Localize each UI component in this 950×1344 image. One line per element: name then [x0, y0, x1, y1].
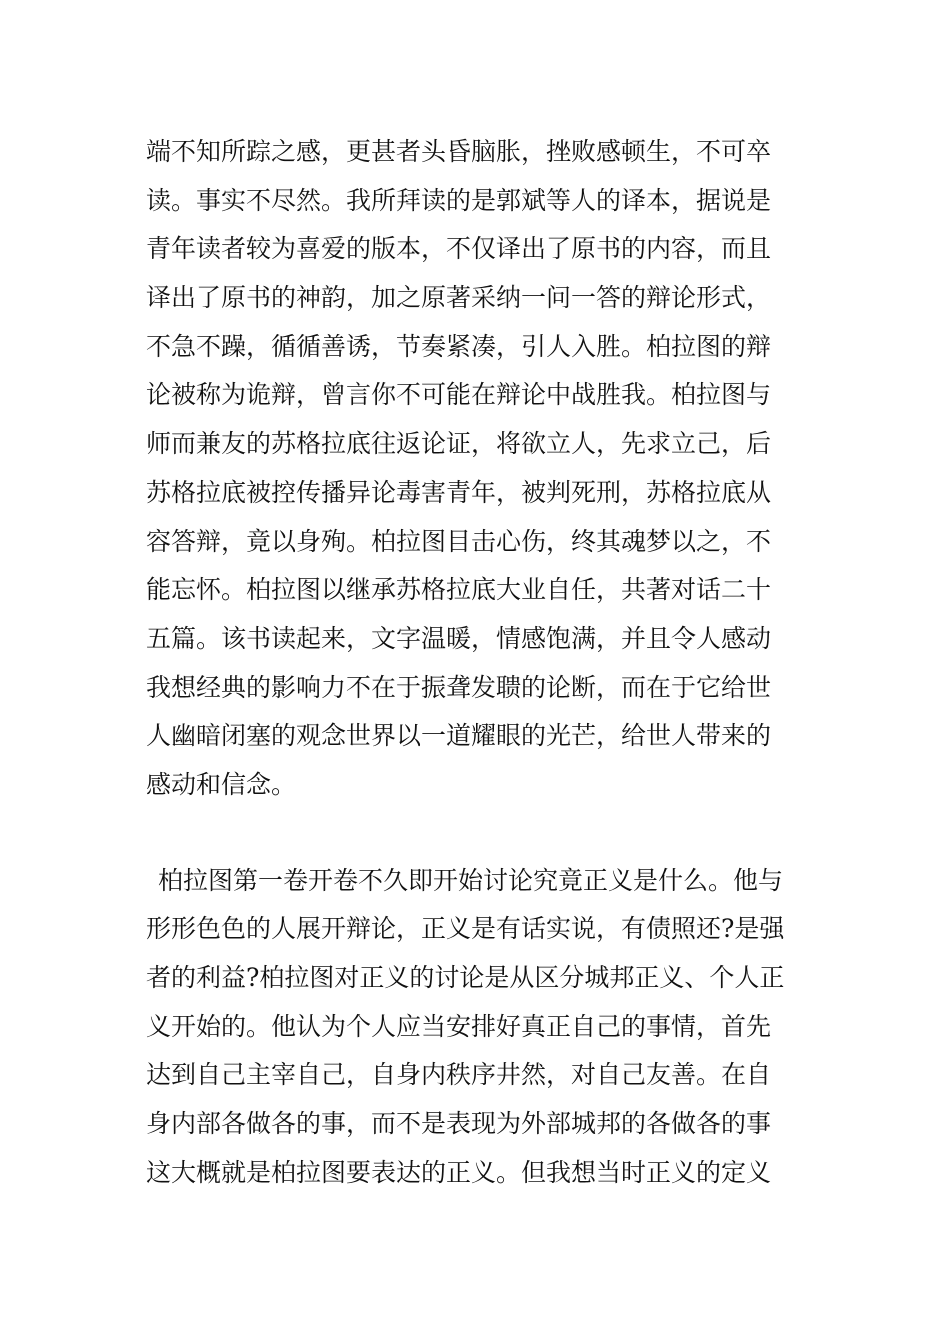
text-line: 义开始的。他认为个人应当安排好真正自己的事情，首先 — [146, 1011, 772, 1041]
text-line: 形形色色的人展开辩论，正义是有话实说，有债照还?是强 — [146, 914, 785, 944]
document-page — [146, 128, 812, 1197]
paragraph-spacer — [146, 810, 812, 857]
text-line: 译出了原书的神韵，加之原著采纳一问一答的辩论形式， — [146, 283, 772, 313]
text-line: 读。事实不尽然。我所拜读的是郭斌等人的译本，据说是 — [146, 185, 772, 215]
text-line: 人幽暗闭塞的观念世界以一道耀眼的光芒，给世人带来的 — [146, 721, 772, 751]
paragraph-2 — [146, 857, 812, 1198]
text-line: 柏拉图第一卷开卷不久即开始讨论究竟正义是什么。他与 — [158, 865, 784, 895]
text-line: 感动和信念。 — [146, 769, 297, 799]
text-line: 容答辩，竟以身殉。柏拉图目击心伤，终其魂梦以之，不 — [146, 526, 772, 556]
text-line: 五篇。该书读起来，文字温暖，情感饱满，并且令人感动 — [146, 623, 772, 653]
text-line: 论被称为诡辩，曾言你不可能在辩论中战胜我。柏拉图与 — [146, 380, 772, 410]
text-line: 苏格拉底被控传播异论毒害青年，被判死刑，苏格拉底从 — [146, 477, 772, 507]
text-line: 这大概就是柏拉图要表达的正义。但我想当时正义的定义 — [146, 1157, 772, 1187]
text-line: 者的利益?柏拉图对正义的讨论是从区分城邦正义、个人正 — [146, 963, 785, 992]
text-line: 青年读者较为喜爱的版本，不仅译出了原书的内容，而且 — [146, 234, 772, 264]
text-line: 不急不躁，循循善诱，节奏紧凑，引人入胜。柏拉图的辩 — [146, 331, 772, 361]
text-line: 我想经典的影响力不在于振聋发聩的论断，而在于它给世 — [146, 672, 772, 702]
text-line: 身内部各做各的事，而不是表现为外部城邦的各做各的事 — [146, 1109, 772, 1139]
text-line: 师而兼友的苏格拉底往返论证，将欲立人，先求立己，后 — [146, 429, 772, 459]
paragraph-1 — [146, 128, 812, 810]
text-line: 端不知所踪之感，更甚者头昏脑胀，挫败感顿生，不可卒 — [146, 137, 772, 166]
text-line: 达到自己主宰自己，自身内秩序井然，对自己友善。在自 — [146, 1060, 772, 1090]
text-line: 能忘怀。柏拉图以继承苏格拉底大业自任，共著对话二十 — [146, 575, 772, 605]
